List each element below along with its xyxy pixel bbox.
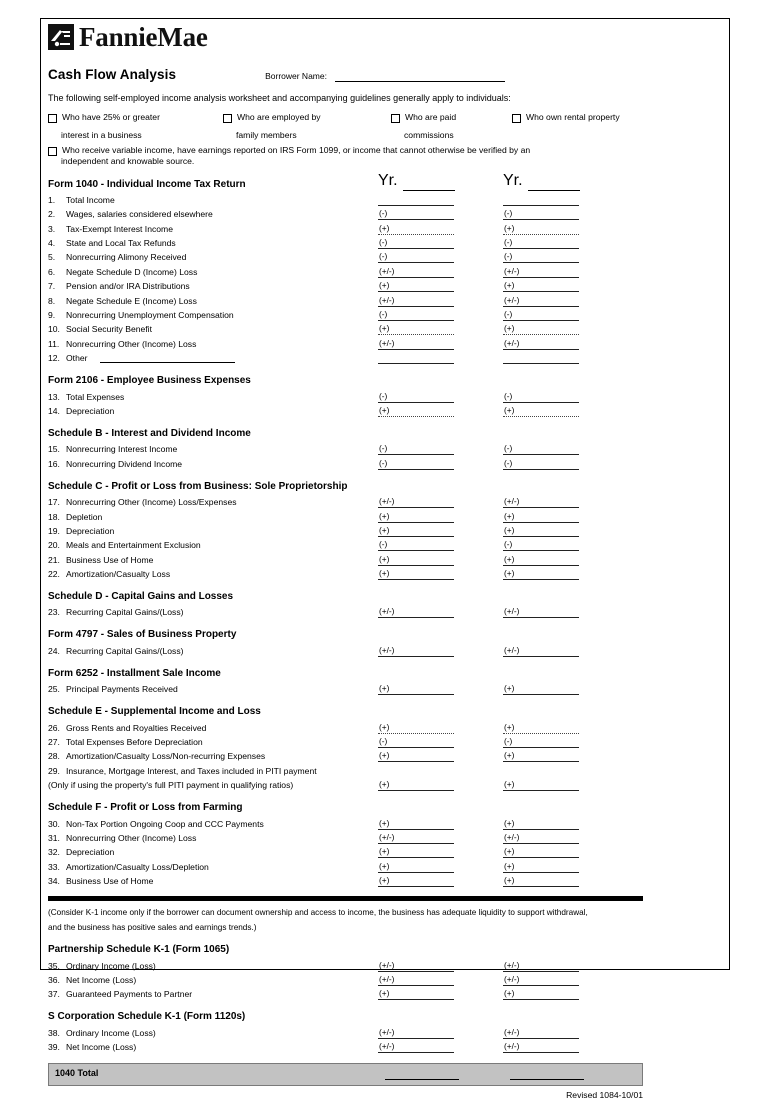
form-row xyxy=(48,263,643,277)
value-field-col2[interactable]: (+) xyxy=(503,554,579,566)
row-label: State and Local Tax Refunds xyxy=(66,238,176,249)
value-field-col2[interactable]: (+/-) xyxy=(503,832,579,844)
row-number: 38. xyxy=(48,1027,60,1038)
row-number: 26. xyxy=(48,722,60,733)
value-field-col1[interactable]: (-) xyxy=(378,539,454,551)
form-row xyxy=(48,455,643,469)
borrower-name-input[interactable] xyxy=(335,70,505,82)
borrower-name-group xyxy=(265,70,505,82)
value-field-col2[interactable]: (+) xyxy=(503,818,579,830)
value-field-col1[interactable]: (+/-) xyxy=(378,1027,454,1039)
row-label: Net Income (Loss) xyxy=(66,1042,137,1053)
value-field-col2[interactable]: (+) xyxy=(503,280,579,292)
value-field-col2[interactable]: (+) xyxy=(503,568,579,580)
form-row xyxy=(48,681,643,695)
form-row xyxy=(48,292,643,306)
value-field-col2[interactable]: (+/-) xyxy=(503,496,579,508)
checkbox-icon[interactable] xyxy=(48,147,57,156)
value-field-col2[interactable]: (+) xyxy=(503,861,579,873)
value-field-col2[interactable]: (+) xyxy=(503,525,579,537)
form-row xyxy=(48,278,643,292)
row-number: 34. xyxy=(48,876,60,887)
section-heading-schedule-e xyxy=(48,703,643,718)
k1-note-line1: (Consider K-1 income only if the borrower can document ownership and access to income, the business has adequate liquidity to support withdrawal, xyxy=(48,908,588,918)
value-field-col1[interactable]: (+) xyxy=(378,280,454,292)
checkbox-label: Who are employed by xyxy=(237,112,321,122)
form-row xyxy=(48,642,643,656)
total-label: 1040 Total xyxy=(55,1068,99,1079)
section-heading-schedule-d xyxy=(48,588,643,603)
value-field-col1[interactable]: (+/-) xyxy=(378,338,454,350)
section-heading-s-corp-k1 xyxy=(48,1008,643,1023)
value-field-col1[interactable]: (+) xyxy=(378,554,454,566)
value-field-col2[interactable]: (+/-) xyxy=(503,295,579,307)
value-field-col1[interactable]: (+/-) xyxy=(378,266,454,278)
row-number: 17. xyxy=(48,497,60,508)
year-label: Yr. xyxy=(503,171,523,189)
row-label: Meals and Entertainment Exclusion xyxy=(66,540,201,551)
row-number: 9. xyxy=(48,310,56,321)
value-field-col1[interactable]: (+/-) xyxy=(378,974,454,986)
section-title: Form 6252 - Installment Sale Income xyxy=(48,667,221,679)
row-number: 18. xyxy=(48,511,60,522)
row-label: Tax-Exempt Interest Income xyxy=(66,223,173,234)
form-row xyxy=(48,192,643,206)
row-label: Business Use of Home xyxy=(66,554,154,565)
section-title: Schedule B - Interest and Dividend Income xyxy=(48,427,251,439)
value-field-col1[interactable]: (-) xyxy=(378,736,454,748)
checkbox-icon[interactable] xyxy=(223,114,232,123)
row-label: Net Income (Loss) xyxy=(66,974,137,985)
row-label: Social Security Benefit xyxy=(66,324,152,335)
total-col1-input[interactable] xyxy=(385,1079,459,1080)
value-field-col1[interactable]: (+/-) xyxy=(378,645,454,657)
row-number: 5. xyxy=(48,252,56,263)
row-number: 19. xyxy=(48,525,60,536)
row-number: 37. xyxy=(48,989,60,1000)
row-label: Pension and/or IRA Distributions xyxy=(66,281,190,292)
form-row xyxy=(48,388,643,402)
row-label: (Only if using the property's full PITI payment in qualifying ratios) xyxy=(48,780,294,791)
checkbox-icon[interactable] xyxy=(512,114,521,123)
checkbox-icon[interactable] xyxy=(48,114,57,123)
checkbox-item-25-percent[interactable] xyxy=(48,112,223,124)
value-field-col1[interactable]: (+) xyxy=(378,818,454,830)
section-title: Partnership Schedule K-1 (Form 1065) xyxy=(48,944,230,956)
row-label: Total Expenses Before Depreciation xyxy=(66,737,203,748)
row-writein-input[interactable] xyxy=(100,352,235,363)
value-field-col2[interactable] xyxy=(503,194,579,206)
value-field-col2[interactable]: (+) xyxy=(503,511,579,523)
row-number: 15. xyxy=(48,444,60,455)
form-row xyxy=(48,719,643,733)
value-field-col1[interactable]: (+) xyxy=(378,405,454,417)
row-label: Nonrecurring Other (Income) Loss xyxy=(66,833,197,843)
value-field-col1[interactable]: (+) xyxy=(378,861,454,873)
section-heading-partnership-k1 xyxy=(48,941,643,956)
section-divider xyxy=(48,896,643,901)
checkbox-item-own-rental-property[interactable] xyxy=(512,112,642,124)
row-label: Nonrecurring Other (Income) Loss/Expenses xyxy=(66,497,237,508)
row-number: 33. xyxy=(48,861,60,872)
value-field-col2[interactable]: (+) xyxy=(503,750,579,762)
row-number: 20. xyxy=(48,540,60,551)
value-field-col1[interactable] xyxy=(378,352,454,364)
row-label: Nonrecurring Alimony Received xyxy=(66,252,187,263)
value-field-col1[interactable]: (+) xyxy=(378,568,454,580)
value-field-col2[interactable]: (+/-) xyxy=(503,606,579,618)
row-label: Depreciation xyxy=(66,847,115,858)
value-field-col2[interactable]: (+) xyxy=(503,779,579,791)
value-field-col2[interactable]: (+) xyxy=(503,875,579,887)
total-col2-input[interactable] xyxy=(510,1079,584,1080)
row-number: 29. xyxy=(48,765,60,776)
value-field-col1[interactable]: (-) xyxy=(378,237,454,249)
form-row xyxy=(48,762,643,776)
value-field-col2[interactable]: (+/-) xyxy=(503,974,579,986)
form-row xyxy=(48,523,643,537)
form-row xyxy=(48,220,643,234)
value-field-col1[interactable]: (-) xyxy=(378,251,454,263)
form-row xyxy=(48,873,643,887)
page-title: Cash Flow Analysis xyxy=(48,67,177,82)
checkbox-label-line2: independent and knowable source. xyxy=(61,156,195,166)
section-title: Form 2106 - Employee Business Expenses xyxy=(48,375,251,387)
form-row xyxy=(48,307,643,321)
row-number: 27. xyxy=(48,737,60,748)
value-field-col1[interactable]: (-) xyxy=(378,309,454,321)
value-field-col2[interactable]: (+/-) xyxy=(503,1041,579,1053)
value-field-col2[interactable]: (-) xyxy=(503,391,579,403)
checkbox-label: Who receive variable income, have earnings reported on IRS Form 1099, or income that cannot otherwise be verified by an xyxy=(62,144,531,155)
section-heading-form-2106 xyxy=(48,372,643,387)
value-field-col1[interactable]: (+) xyxy=(378,722,454,734)
year-label: Yr. xyxy=(378,171,398,189)
intro-text: The following self-employed income analysis worksheet and accompanying guidelines generally apply to individuals: xyxy=(48,93,511,103)
row-label: Recurring Capital Gains/(Loss) xyxy=(66,607,184,618)
row-label: Amortization/Casualty Loss xyxy=(66,569,171,580)
row-label: Depletion xyxy=(66,511,103,522)
value-field-col1[interactable]: (-) xyxy=(378,208,454,220)
checkbox-item-paid-commissions[interactable] xyxy=(391,112,512,124)
form-row xyxy=(48,537,643,551)
value-field-col1[interactable]: (+) xyxy=(378,779,454,791)
row-number: 21. xyxy=(48,554,60,565)
value-field-col1[interactable]: (+/-) xyxy=(378,606,454,618)
value-field-col2[interactable]: (-) xyxy=(503,309,579,321)
value-field-col2[interactable]: (+) xyxy=(503,722,579,734)
form-row xyxy=(48,551,643,565)
form-sections-k1 xyxy=(48,941,643,1053)
form-row xyxy=(48,335,643,349)
row-number: 24. xyxy=(48,645,60,656)
value-field-col1[interactable]: (+/-) xyxy=(378,1041,454,1053)
form-row xyxy=(48,566,643,580)
form-row xyxy=(48,777,643,791)
section-heading-schedule-b xyxy=(48,425,643,440)
value-field-col2[interactable]: (+) xyxy=(503,323,579,335)
value-field-col2[interactable]: (+) xyxy=(503,223,579,235)
value-field-col1[interactable]: (+) xyxy=(378,223,454,235)
total-bar xyxy=(48,1063,643,1086)
form-row xyxy=(48,972,643,986)
row-number: 6. xyxy=(48,266,56,277)
row-number: 1. xyxy=(48,194,56,205)
section-heading-form-1040 xyxy=(48,171,643,191)
row-label: Nonrecurring Interest Income xyxy=(66,444,178,455)
value-field-col2[interactable]: (-) xyxy=(503,458,579,470)
row-label: Insurance, Mortgage Interest, and Taxes included in PITI payment xyxy=(66,765,317,776)
checkbox-icon[interactable] xyxy=(391,114,400,123)
value-field-col2[interactable]: (+) xyxy=(503,683,579,695)
row-label: Nonrecurring Other (Income) Loss xyxy=(66,338,197,349)
value-field-col1[interactable]: (-) xyxy=(378,391,454,403)
form-row xyxy=(48,206,643,220)
value-field-col2[interactable]: (-) xyxy=(503,539,579,551)
section-title: Form 4797 - Sales of Business Property xyxy=(48,629,237,641)
form-row xyxy=(48,815,643,829)
value-field-col2[interactable]: (+/-) xyxy=(503,1027,579,1039)
value-field-col2[interactable]: (+) xyxy=(503,988,579,1000)
form-row xyxy=(48,748,643,762)
value-field-col2[interactable]: (-) xyxy=(503,251,579,263)
revision-footer: Revised 1084-10/01 xyxy=(566,1090,643,1100)
brand-wordmark: FannieMae xyxy=(79,21,208,52)
row-number: 4. xyxy=(48,238,56,249)
checkbox-label: Who own rental property xyxy=(526,112,620,122)
form-row xyxy=(48,604,643,618)
row-number: 8. xyxy=(48,295,56,306)
checkbox-label-line2: commissions xyxy=(404,129,454,140)
row-label: Total Income xyxy=(66,194,115,205)
row-number: 31. xyxy=(48,833,60,843)
title-row xyxy=(48,64,643,82)
value-field-col2[interactable]: (+/-) xyxy=(503,266,579,278)
form-sections xyxy=(48,171,643,888)
row-number: 28. xyxy=(48,751,60,762)
value-field-col1[interactable]: (+) xyxy=(378,875,454,887)
checkbox-row-continuation xyxy=(48,125,643,143)
value-field-col2[interactable] xyxy=(503,352,579,364)
section-title: S Corporation Schedule K-1 (Form 1120s) xyxy=(48,1011,246,1023)
row-label: Other xyxy=(66,353,88,364)
section-title: Form 1040 - Individual Income Tax Return xyxy=(48,178,246,190)
row-number: 7. xyxy=(48,281,56,292)
value-field-col1[interactable] xyxy=(378,194,454,206)
form-content xyxy=(48,20,643,1100)
value-field-col1[interactable]: (+) xyxy=(378,750,454,762)
value-field-col1[interactable]: (-) xyxy=(378,443,454,455)
form-row xyxy=(48,1024,643,1038)
value-field-col2[interactable]: (+) xyxy=(503,846,579,858)
row-number: 14. xyxy=(48,405,60,416)
checkbox-label: Who have 25% or greater xyxy=(62,112,160,122)
value-field-col1[interactable]: (+/-) xyxy=(378,960,454,972)
year-input-col1_year[interactable] xyxy=(403,180,455,191)
row-label: Nonrecurring Dividend Income xyxy=(66,458,183,469)
checkbox-label-line2: family members xyxy=(236,129,297,140)
section-heading-schedule-c xyxy=(48,478,643,493)
row-label: Amortization/Casualty Loss/Depletion xyxy=(66,861,209,872)
checkbox-row xyxy=(48,112,643,124)
section-heading-form-6252 xyxy=(48,665,643,680)
fanniemae-house-icon xyxy=(48,24,74,50)
checkbox-item-variable-income[interactable] xyxy=(48,145,643,157)
row-number: 23. xyxy=(48,607,60,618)
row-number: 2. xyxy=(48,209,56,220)
checkbox-label-line2 xyxy=(512,130,525,140)
form-row xyxy=(48,734,643,748)
value-field-col2[interactable]: (-) xyxy=(503,208,579,220)
value-field-col1[interactable]: (+) xyxy=(378,988,454,1000)
row-number: 25. xyxy=(48,684,60,695)
row-number: 36. xyxy=(48,974,60,985)
row-number: 13. xyxy=(48,391,60,402)
row-label: Total Expenses xyxy=(66,391,125,402)
value-field-col2[interactable]: (-) xyxy=(503,736,579,748)
value-field-col2[interactable]: (+/-) xyxy=(503,645,579,657)
form-row xyxy=(48,403,643,417)
value-field-col1[interactable]: (+) xyxy=(378,511,454,523)
row-number: 32. xyxy=(48,847,60,858)
row-label: Business Use of Home xyxy=(66,876,154,887)
value-field-col2[interactable]: (-) xyxy=(503,443,579,455)
row-label: Recurring Capital Gains/(Loss) xyxy=(66,645,184,656)
row-label: Gross Rents and Royalties Received xyxy=(66,722,207,733)
form-row xyxy=(48,986,643,1000)
k1-note-line2: and the business has positive sales and earnings trends.) xyxy=(48,923,257,933)
section-title: Schedule E - Supplemental Income and Loss xyxy=(48,706,261,718)
row-label: Ordinary Income (Loss) xyxy=(66,960,156,971)
row-label: Negate Schedule E (Income) Loss xyxy=(66,295,197,306)
row-number: 16. xyxy=(48,458,60,469)
row-number: 11. xyxy=(48,338,60,349)
form-row xyxy=(48,494,643,508)
section-heading-form-4797 xyxy=(48,626,643,641)
row-label: Ordinary Income (Loss) xyxy=(66,1027,156,1038)
form-row xyxy=(48,235,643,249)
form-row xyxy=(48,858,643,872)
row-label: Principal Payments Received xyxy=(66,684,178,695)
row-number: 39. xyxy=(48,1042,60,1053)
row-number: 3. xyxy=(48,223,56,234)
checkbox-item-employed-by-family[interactable] xyxy=(223,112,391,124)
checkbox-label-line2: interest in a business xyxy=(61,129,142,140)
row-label: Negate Schedule D (Income) Loss xyxy=(66,266,198,277)
form-row xyxy=(48,830,643,844)
value-field-col1[interactable]: (+) xyxy=(378,846,454,858)
value-field-col2[interactable]: (+/-) xyxy=(503,338,579,350)
value-field-col2[interactable]: (+/-) xyxy=(503,960,579,972)
form-row xyxy=(48,321,643,335)
row-label: Depreciation xyxy=(66,525,115,536)
form-row xyxy=(48,350,643,364)
section-title: Schedule D - Capital Gains and Losses xyxy=(48,591,234,603)
row-number: 10. xyxy=(48,324,60,335)
row-label: Amortization/Casualty Loss/Non-recurring Expenses xyxy=(66,751,266,762)
row-label: Nonrecurring Unemployment Compensation xyxy=(66,310,234,321)
value-field-col1[interactable]: (+/-) xyxy=(378,832,454,844)
form-row xyxy=(48,957,643,971)
row-number: 12. xyxy=(48,353,60,364)
row-number: 30. xyxy=(48,818,60,829)
row-label: Depreciation xyxy=(66,405,115,416)
value-field-col1[interactable]: (+) xyxy=(378,683,454,695)
form-row xyxy=(48,1039,643,1053)
value-field-col1[interactable]: (+/-) xyxy=(378,295,454,307)
value-field-col1[interactable]: (+/-) xyxy=(378,496,454,508)
form-row xyxy=(48,844,643,858)
year-input-col2_year[interactable] xyxy=(528,180,580,191)
checkbox-label: Who are paid xyxy=(405,112,457,122)
row-number: 35. xyxy=(48,960,60,971)
form-row xyxy=(48,508,643,522)
value-field-col1[interactable]: (-) xyxy=(378,458,454,470)
section-title: Schedule F - Profit or Loss from Farming xyxy=(48,802,243,814)
value-field-col2[interactable]: (-) xyxy=(503,237,579,249)
brand-header xyxy=(48,20,643,54)
section-heading-schedule-f xyxy=(48,799,643,814)
section-title: Schedule C - Profit or Loss from Business: Sole Proprietorship xyxy=(48,480,348,492)
row-label: Guaranteed Payments to Partner xyxy=(66,989,193,1000)
row-number: 22. xyxy=(48,569,60,580)
form-row xyxy=(48,441,643,455)
row-label: Non-Tax Portion Ongoing Coop and CCC Payments xyxy=(66,818,264,829)
form-row xyxy=(48,249,643,263)
value-field-col2[interactable]: (+) xyxy=(503,405,579,417)
borrower-name-label: Borrower Name: xyxy=(265,71,327,81)
value-field-col1[interactable]: (+) xyxy=(378,525,454,537)
value-field-col1[interactable]: (+) xyxy=(378,323,454,335)
row-label: Wages, salaries considered elsewhere xyxy=(66,209,213,220)
